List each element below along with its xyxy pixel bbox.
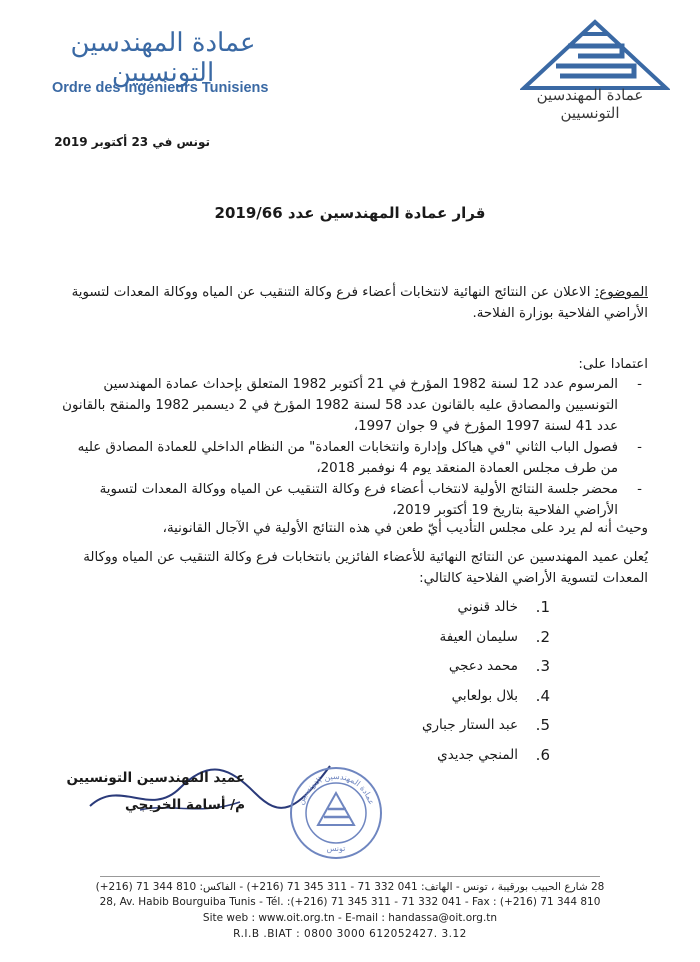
basis-item xyxy=(58,479,648,521)
winner-item xyxy=(422,652,550,682)
winner-item xyxy=(422,623,550,653)
winner-number: 3. xyxy=(535,657,550,676)
stamp-text: عمادة المهندسين التونسيين xyxy=(296,771,376,806)
footer-address-french: 28, Av. Habib Bourguiba Tunis - Tél. :(+216) 71 345 311 - 71 332 041 - Fax : (+216) 71 344 810 xyxy=(99,896,601,908)
signer-title: عميد المهندسين التونسيين xyxy=(66,770,245,786)
winner-name: خالد قنوني xyxy=(457,599,518,615)
winner-name: عبد الستار جباري xyxy=(421,717,518,734)
whereas-paragraph: وحيث أنه لم يرد على مجلس التأديب أيّ طعن في هذه النتائج الأولية في الآجال القانونية، xyxy=(162,521,648,536)
decision-title: قرار عمادة المهندسين عدد 2019/66 xyxy=(214,204,486,222)
header-arabic-logo-text: عمادة المهندسين التونسيين xyxy=(70,28,256,88)
basis-item-text: محضر جلسة النتائج الأولية لانتخاب أعضاء فرع وكالة التنقيب عن المياه ووكالة المعدات لتسوية الأراضي الفلاحية بتاريخ 19 أكتوبر 2019، xyxy=(99,482,618,518)
bullet-dash: - xyxy=(637,482,642,497)
footer-bank-rib: R.I.B .BIAT : 0800 3000 612052427. 3.12 xyxy=(233,928,467,940)
winner-name: محمد دعجي xyxy=(448,658,518,675)
bullet-dash: - xyxy=(637,440,642,455)
organization-name-french: Ordre des Ingénieurs Tunisiens xyxy=(52,80,269,96)
bullet-dash: - xyxy=(637,377,642,392)
basis-label: اعتمادا على: xyxy=(578,357,648,372)
winner-number: 4. xyxy=(535,686,550,705)
announcement-paragraph: يُعلن عميد المهندسين عن النتائج النهائية للأعضاء الفائزين بانتخابات فرع وكالة التنقيب عن المياه ووكالة المعدات لتسوية الأراضي الفلاحية كالتالي: xyxy=(83,550,648,586)
winner-number: 2. xyxy=(535,627,550,646)
basis-item-text: المرسوم عدد 12 لسنة 1982 المؤرخ في 21 أكتوبر 1982 المتعلق بإحداث عمادة المهندسين التونسيين والمصادق عليه بالقانون عدد 58 لسنة 1982 المؤرخ في 2 ديسمبر 1982 والمنقح بالقانون عدد 41 لسنة 1997 المؤرخ في 9 جوان 1997، xyxy=(62,377,618,434)
footer-divider xyxy=(100,876,600,877)
subject-text: الاعلان عن النتائج النهائية لانتخابات أعضاء فرع وكالة التنقيب عن المياه ووكالة المعدات لتسوية الأراضي الفلاحية بوزارة الفلاحة. xyxy=(71,285,648,321)
document-date: تونس في 23 أكتوبر 2019 xyxy=(54,135,210,149)
winner-item xyxy=(422,711,550,741)
basis-item-text: فصول الباب الثاني "في هياكل وإدارة وانتخابات العمادة" من النظام الداخلي للعمادة المصادق عليه من طرف مجلس العمادة المنعقد يوم 4 نوفمبر 2018، xyxy=(77,440,618,476)
official-stamp xyxy=(288,765,384,861)
winner-item xyxy=(422,682,550,712)
basis-list xyxy=(58,374,648,521)
winner-number: 5. xyxy=(535,716,550,735)
header-right-logo-text: عمادة المهندسين التونسيين xyxy=(536,86,644,122)
stamp-city: تونس xyxy=(326,844,346,853)
winner-number: 6. xyxy=(535,745,550,764)
footer-address-arabic: 28 شارع الحبيب بورقيبة ، تونس - الهاتف: 041 332 71 - 311 345 71 (216+) - الفاكس: 810 344 71 (216+) xyxy=(95,881,605,893)
footer-web-email: Site web : www.oit.org.tn - E-mail : handassa@oit.org.tn xyxy=(202,912,498,924)
basis-item xyxy=(58,374,648,437)
winner-name: بلال بولعابي xyxy=(451,687,518,704)
winner-name: المنجي جديدي xyxy=(437,746,518,763)
winner-number: 1. xyxy=(535,598,550,616)
oit-emblem-icon xyxy=(520,18,670,90)
winners-list xyxy=(422,593,550,771)
winner-item xyxy=(422,593,550,623)
subject-label: الموضوع: xyxy=(594,285,648,300)
winner-item xyxy=(422,741,550,771)
subject-paragraph xyxy=(58,282,648,324)
signer-name: م/ أسامة الخريجي xyxy=(124,797,245,813)
basis-item xyxy=(58,437,648,479)
winner-name: سليمان العيفة xyxy=(439,628,518,645)
